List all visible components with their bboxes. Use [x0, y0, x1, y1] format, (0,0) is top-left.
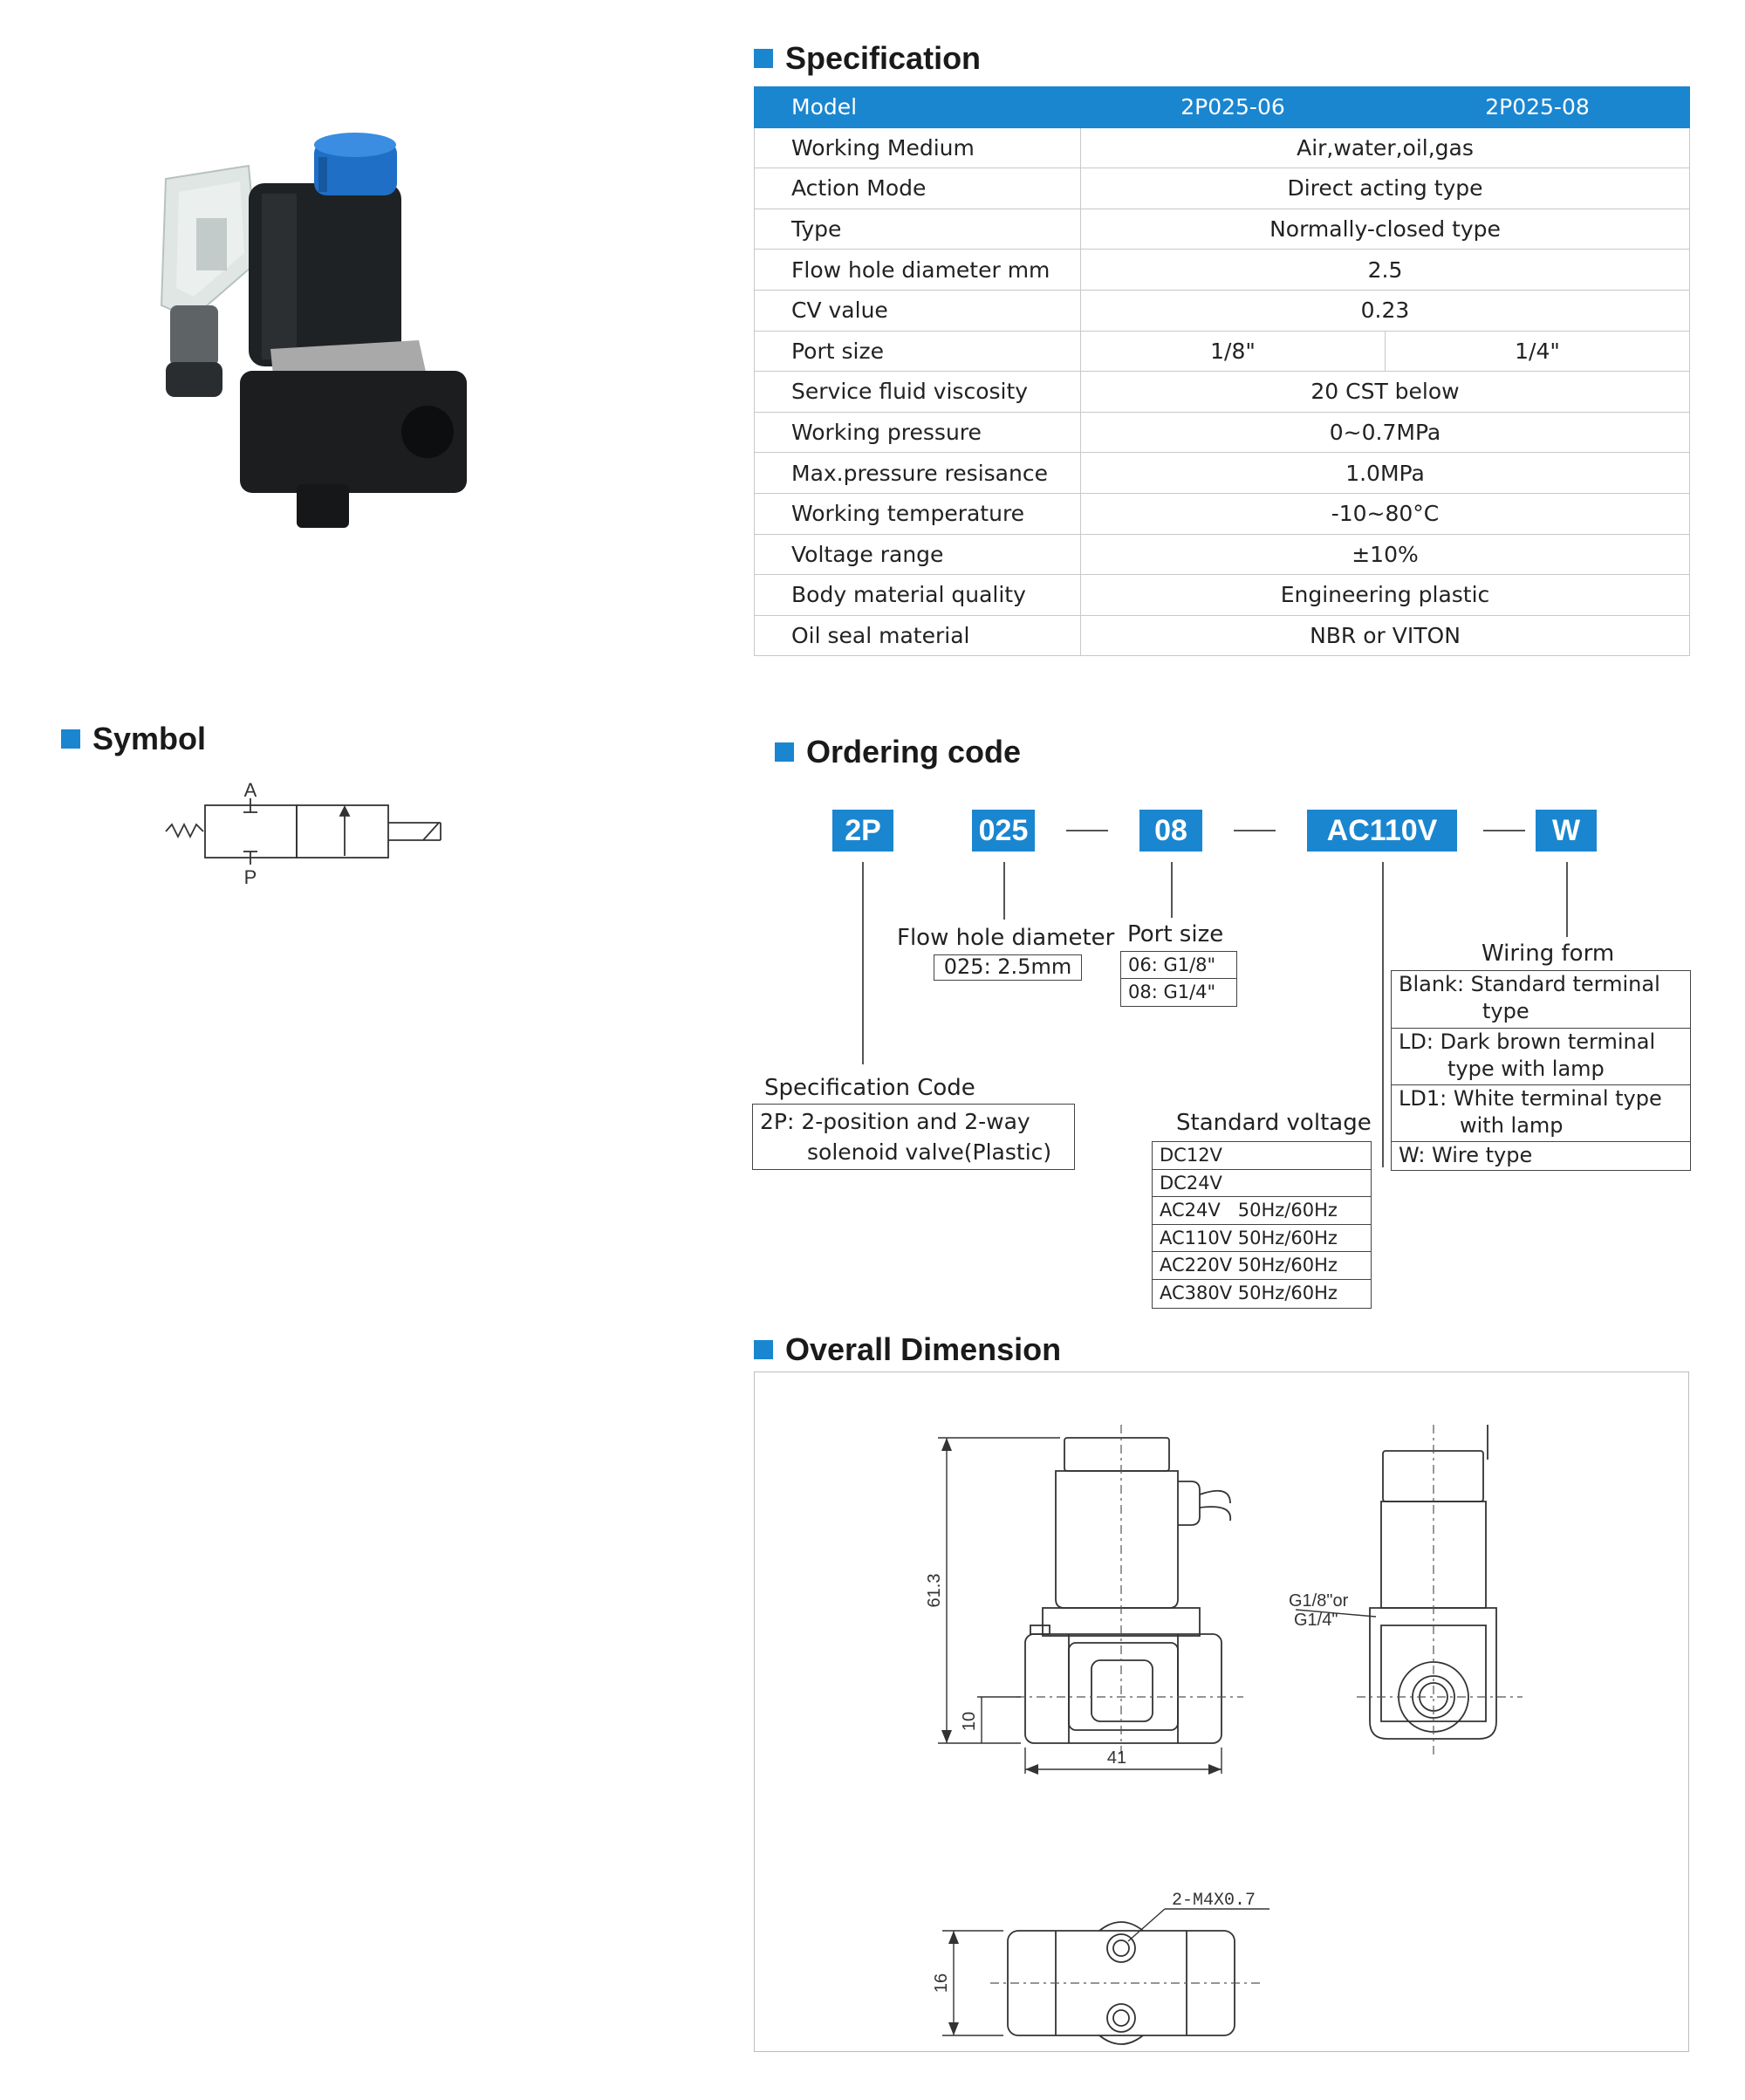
row-value: -10~80°C	[1081, 493, 1690, 534]
table-row	[755, 290, 1690, 331]
spec-code-line2: solenoid valve(Plastic)	[807, 1139, 1052, 1165]
wiring-box	[1391, 970, 1691, 1171]
specification-title: Specification	[785, 40, 982, 76]
dim-width-label: 41	[1106, 1748, 1127, 1768]
code-dash	[1234, 830, 1276, 831]
code-025: 025	[972, 810, 1035, 852]
leader-line	[1382, 862, 1384, 1167]
header-model: Model	[755, 87, 1081, 128]
code-voltage: AC110V	[1307, 810, 1457, 852]
row-label: Service fluid viscosity	[755, 372, 1081, 413]
row-value-06: 1/8"	[1081, 331, 1386, 372]
dim-thread-label: 2-M4X0.7	[1172, 1891, 1256, 1911]
voltage-option: DC24V	[1153, 1169, 1371, 1197]
port-size-option: 06: G1/8"	[1128, 954, 1216, 975]
specification-table	[754, 86, 1690, 656]
row-label: Working temperature	[755, 493, 1081, 534]
dimension-heading	[754, 1331, 1061, 1368]
port-size-title: Port size	[1127, 921, 1224, 947]
header-model-06: 2P025-06	[1081, 87, 1386, 128]
table-row	[755, 412, 1690, 453]
table-row	[755, 534, 1690, 575]
product-photo	[140, 131, 558, 550]
wiring-title: Wiring form	[1482, 941, 1615, 967]
row-label: Voltage range	[755, 534, 1081, 575]
voltage-box	[1152, 1141, 1372, 1309]
table-row	[755, 615, 1690, 656]
wiring-option	[1392, 1141, 1690, 1169]
dim-port-label-1: G1/8"or	[1289, 1591, 1349, 1611]
row-value: NBR or VITON	[1081, 615, 1690, 656]
table-row	[755, 209, 1690, 250]
port-size-box	[1120, 951, 1237, 1007]
table-header-row	[755, 87, 1690, 128]
ordering-heading	[775, 734, 1021, 770]
row-value: Air,water,oil,gas	[1081, 127, 1690, 168]
row-value: Direct acting type	[1081, 168, 1690, 209]
row-label: Working Medium	[755, 127, 1081, 168]
leader-line	[1003, 862, 1005, 920]
row-value: 20 CST below	[1081, 372, 1690, 413]
dimension-drawing-frame	[754, 1371, 1689, 2052]
code-dash	[1066, 830, 1108, 831]
row-label: Working pressure	[755, 412, 1081, 453]
flow-hole-title: Flow hole diameter	[897, 925, 1115, 951]
table-row	[755, 453, 1690, 494]
wiring-option-line2: type with lamp	[1447, 1057, 1605, 1081]
ordering-code-diagram	[750, 803, 1693, 1326]
dimension-title: Overall Dimension	[785, 1331, 1062, 1367]
row-value-08: 1/4"	[1386, 331, 1690, 372]
specification-heading	[754, 40, 981, 77]
voltage-option: AC24V 50Hz/60Hz	[1153, 1196, 1371, 1224]
wiring-option-line2: with lamp	[1460, 1113, 1564, 1138]
symbol-title: Symbol	[92, 721, 207, 756]
heading-square-icon	[775, 742, 794, 762]
dim-port-label-2: G1/4"	[1294, 1611, 1338, 1630]
row-value: Engineering plastic	[1081, 575, 1690, 616]
wiring-option-line2: type	[1482, 999, 1529, 1023]
voltage-option: AC380V 50Hz/60Hz	[1153, 1279, 1371, 1307]
leader-line	[862, 862, 864, 1064]
port-a-label: A	[243, 781, 257, 801]
row-label: Body material quality	[755, 575, 1081, 616]
row-label: Type	[755, 209, 1081, 250]
wiring-option	[1392, 971, 1690, 1028]
code-2p: 2P	[832, 810, 893, 852]
code-dash	[1483, 830, 1525, 831]
row-label: CV value	[755, 290, 1081, 331]
row-label: Action Mode	[755, 168, 1081, 209]
table-row	[755, 168, 1690, 209]
code-08: 08	[1139, 810, 1202, 852]
table-row	[755, 250, 1690, 291]
row-value: 2.5	[1081, 250, 1690, 291]
table-row	[755, 575, 1690, 616]
leader-line	[1566, 862, 1568, 937]
spec-code-box	[752, 1104, 1075, 1170]
wiring-option	[1392, 1028, 1690, 1084]
row-value: 1.0MPa	[1081, 453, 1690, 494]
ordering-title: Ordering code	[806, 734, 1022, 770]
flow-hole-value: 025: 2.5mm	[943, 954, 1072, 979]
heading-square-icon	[61, 729, 80, 749]
dim-depth-label: 16	[932, 1973, 951, 1994]
port-size-option: 08: G1/4"	[1121, 978, 1236, 1005]
row-label: Flow hole diameter mm	[755, 250, 1081, 291]
leader-line	[1171, 862, 1173, 918]
heading-square-icon	[754, 1340, 773, 1359]
spec-code-line1: 2P: 2-position and 2-way	[760, 1109, 1030, 1134]
voltage-option: DC12V	[1160, 1145, 1222, 1166]
heading-square-icon	[754, 49, 773, 68]
wiring-option-line1: W: Wire type	[1399, 1143, 1533, 1167]
dimension-drawing	[755, 1372, 1687, 2050]
row-value: 0.23	[1081, 290, 1690, 331]
table-row	[755, 372, 1690, 413]
spec-code-title: Specification Code	[764, 1075, 975, 1101]
flow-hole-box	[934, 954, 1082, 981]
row-label: Max.pressure resisance	[755, 453, 1081, 494]
table-row	[755, 127, 1690, 168]
header-model-08: 2P025-08	[1386, 87, 1690, 128]
voltage-title: Standard voltage	[1176, 1110, 1372, 1136]
dim-height-label: 61.3	[925, 1573, 944, 1608]
port-p-label: P	[243, 866, 257, 888]
valve-symbol-diagram	[161, 781, 458, 894]
wiring-option-line1: Blank: Standard terminal	[1399, 972, 1660, 996]
row-value: 0~0.7MPa	[1081, 412, 1690, 453]
row-label: Port size	[755, 331, 1081, 372]
dim-base-label: 10	[960, 1711, 979, 1732]
table-row	[755, 493, 1690, 534]
row-label: Oil seal material	[755, 615, 1081, 656]
voltage-option: AC220V 50Hz/60Hz	[1153, 1251, 1371, 1279]
wiring-option	[1392, 1084, 1690, 1141]
row-value: ±10%	[1081, 534, 1690, 575]
wiring-option-line1: LD: Dark brown terminal	[1399, 1029, 1656, 1054]
table-row	[755, 331, 1690, 372]
code-wiring: W	[1536, 810, 1597, 852]
symbol-heading	[61, 721, 206, 757]
row-value: Normally-closed type	[1081, 209, 1690, 250]
voltage-option: AC110V 50Hz/60Hz	[1153, 1224, 1371, 1252]
wiring-option-line1: LD1: White terminal type	[1399, 1086, 1662, 1111]
